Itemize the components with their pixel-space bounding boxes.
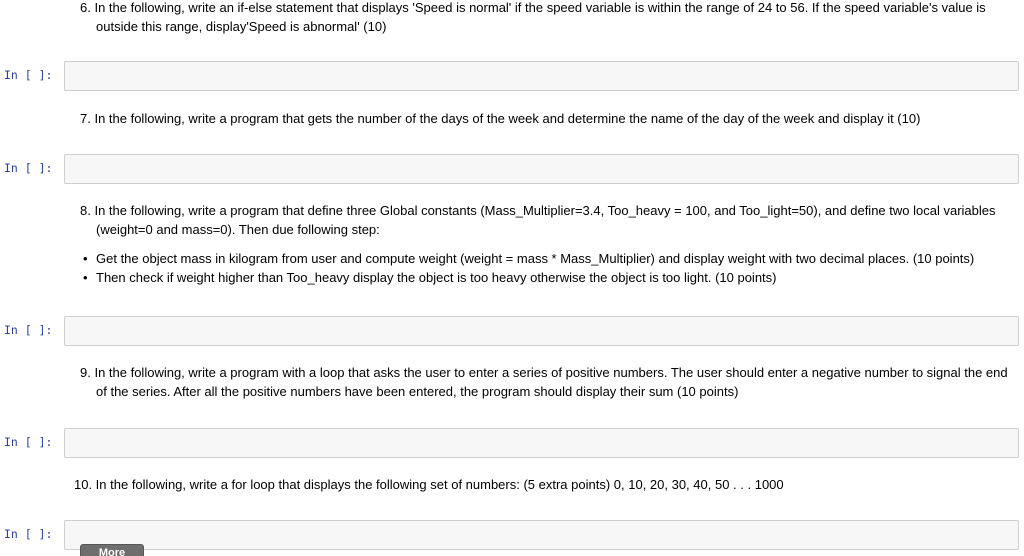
- question-8-step-2: • Then check if weight higher than Too_heavy display the object is too heavy otherwise the object is too light. (10 points): [96, 268, 1014, 287]
- question-8-steps: [80, 249, 1014, 287]
- code-cell-4: [0, 428, 1024, 458]
- markdown-cell-q9: [80, 363, 1014, 401]
- code-input-5[interactable]: [64, 520, 1019, 550]
- code-cell-1: [0, 61, 1024, 91]
- input-prompt: In [ ]:: [4, 68, 53, 82]
- question-10-text: 10. In the following, write a for loop that displays the following set of numbers: (5 extra points) 0, 10, 20, 30, 40, 50 . . . 1000: [74, 477, 784, 492]
- markdown-cell-q6: [80, 0, 1014, 36]
- input-prompt: In [ ]:: [4, 323, 53, 337]
- markdown-cell-q8: [80, 201, 1014, 287]
- question-9-text: 9. In the following, write a program with a loop that asks the user to enter a series of positive numbers. The user should enter a negative number to signal the end of the series. After all the positive numbers have been entered, the program should display their sum (10 points): [80, 365, 1008, 399]
- markdown-cell-q7: [80, 109, 1014, 128]
- code-cell-5: [0, 520, 1024, 550]
- code-input-2[interactable]: [64, 154, 1019, 184]
- code-input-1[interactable]: [64, 61, 1019, 91]
- markdown-cell-q10: [74, 475, 1014, 494]
- code-input-3[interactable]: [64, 316, 1019, 346]
- input-prompt: In [ ]:: [4, 527, 53, 541]
- question-8-text: 8. In the following, write a program that define three Global constants (Mass_Multiplier=3.4, Too_heavy = 100, and Too_light=50), and define two local variables (weight=0 and mass=0). Then due following step:: [80, 203, 996, 237]
- question-8-step-1: • Get the object mass in kilogram from user and compute weight (weight = mass * Mass_Multiplier) and display weight with two decimal places. (10 points): [96, 249, 1014, 268]
- question-6-text: 6. In the following, write an if-else statement that displays 'Speed is normal' if the speed variable is within the range of 24 to 56. If the speed variable's value is outside this range, display'Speed is abnormal' (10): [80, 0, 986, 34]
- code-input-4[interactable]: [64, 428, 1019, 458]
- code-cell-3: [0, 316, 1024, 346]
- question-7-text: 7. In the following, write a program that gets the number of the days of the week and determine the name of the day of the week and display it (10): [80, 111, 921, 126]
- code-cell-2: [0, 154, 1024, 184]
- input-prompt: In [ ]:: [4, 161, 53, 175]
- input-prompt: In [ ]:: [4, 435, 53, 449]
- more-button[interactable]: More: [80, 544, 144, 556]
